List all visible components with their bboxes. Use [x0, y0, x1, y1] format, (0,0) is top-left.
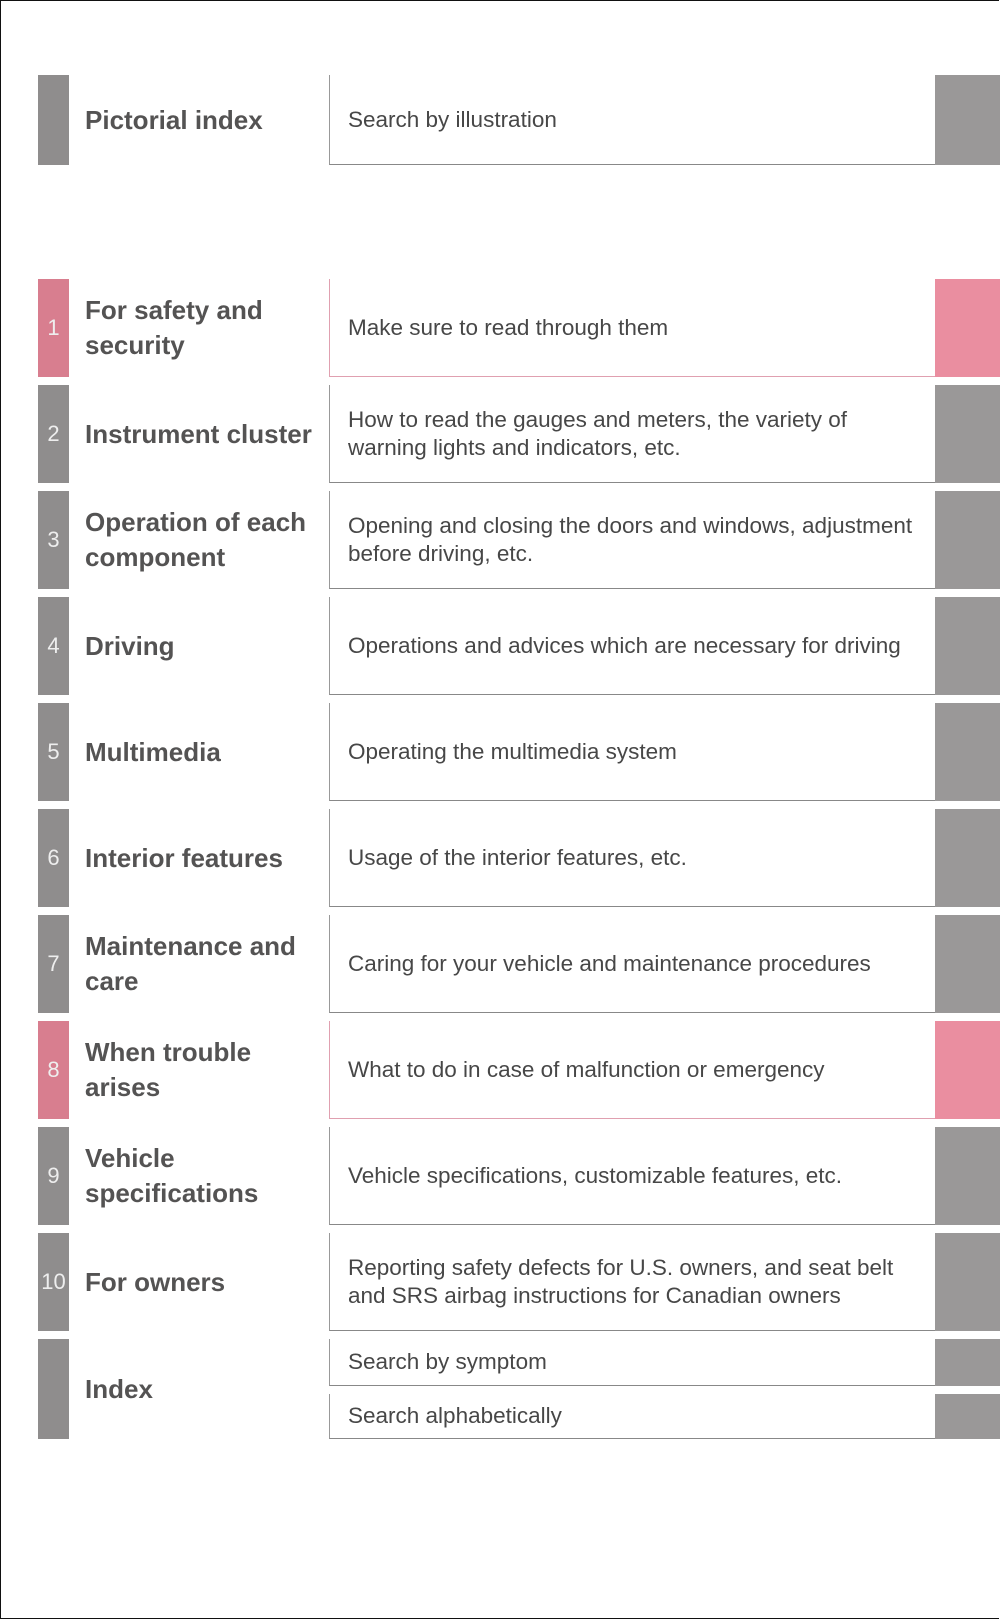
section-number: 1 [38, 279, 69, 377]
section-row[interactable] [0, 1021, 1000, 1119]
thumb-tab[interactable] [935, 597, 1000, 695]
section-number: 9 [38, 1127, 69, 1225]
section-description: Opening and closing the doors and windows, adjustment before driving, etc. [329, 491, 935, 589]
thumb-tab[interactable] [935, 1339, 1000, 1386]
thumb-tab[interactable] [935, 915, 1000, 1013]
section-description: Operations and advices which are necessary for driving [329, 597, 935, 695]
pictorial-index-row[interactable] [0, 75, 1000, 165]
thumb-tab[interactable] [935, 1021, 1000, 1119]
section-row[interactable] [0, 809, 1000, 907]
section-title: Instrument cluster [85, 418, 312, 449]
section-description: How to read the gauges and meters, the variety of warning lights and indicators, etc. [329, 385, 935, 483]
section-row[interactable] [0, 385, 1000, 483]
section-title: Maintenance and care [85, 931, 296, 996]
section-number: 8 [38, 1021, 69, 1119]
thumb-tab[interactable] [935, 385, 1000, 483]
section-title: Multimedia [85, 736, 221, 767]
section-title: For owners [85, 1266, 226, 1297]
section-title: Index [85, 1373, 153, 1404]
section-title: Driving [85, 630, 175, 661]
section-title: Operation of each component [85, 507, 307, 572]
index-item-symptom[interactable]: Search by symptom [329, 1339, 935, 1386]
section-description: What to do in case of malfunction or emergency [329, 1021, 935, 1119]
section-row[interactable] [0, 491, 1000, 589]
index-item-alphabetical[interactable]: Search alphabetically [329, 1394, 935, 1439]
index-row[interactable] [0, 1339, 1000, 1439]
section-number: 4 [38, 597, 69, 695]
section-description: Caring for your vehicle and maintenance procedures [329, 915, 935, 1013]
section-row[interactable] [0, 1127, 1000, 1225]
section-number: 3 [38, 491, 69, 589]
thumb-tab[interactable] [935, 279, 1000, 377]
section-number: 7 [38, 915, 69, 1013]
thumb-tab[interactable] [935, 1394, 1000, 1439]
section-tab-marker [38, 75, 69, 165]
section-title: For safety and security [85, 295, 263, 360]
thumb-tab[interactable] [935, 1233, 1000, 1331]
section-description: Make sure to read through them [329, 279, 935, 377]
section-number: 6 [38, 809, 69, 907]
section-tab-marker [38, 1339, 69, 1439]
section-title: When trouble arises [85, 1037, 252, 1102]
section-title: Pictorial index [85, 104, 263, 135]
section-description: Reporting safety defects for U.S. owners, and seat belt and SRS airbag instructions for Canadian owners [329, 1233, 935, 1331]
section-number: 10 [38, 1233, 69, 1331]
section-description: Operating the multimedia system [329, 703, 935, 801]
section-row[interactable] [0, 597, 1000, 695]
section-title: Vehicle specifications [85, 1143, 259, 1208]
section-description: Search by illustration [329, 75, 935, 165]
thumb-tab[interactable] [935, 491, 1000, 589]
section-number: 2 [38, 385, 69, 483]
section-row[interactable] [0, 703, 1000, 801]
thumb-tab[interactable] [935, 703, 1000, 801]
section-description: Usage of the interior features, etc. [329, 809, 935, 907]
section-row[interactable] [0, 279, 1000, 377]
thumb-tab[interactable] [935, 75, 1000, 165]
section-number: 5 [38, 703, 69, 801]
section-description: Vehicle specifications, customizable features, etc. [329, 1127, 935, 1225]
section-title: Interior features [85, 842, 283, 873]
section-row[interactable] [0, 1233, 1000, 1331]
thumb-tab[interactable] [935, 1127, 1000, 1225]
thumb-tab[interactable] [935, 809, 1000, 907]
section-row[interactable] [0, 915, 1000, 1013]
